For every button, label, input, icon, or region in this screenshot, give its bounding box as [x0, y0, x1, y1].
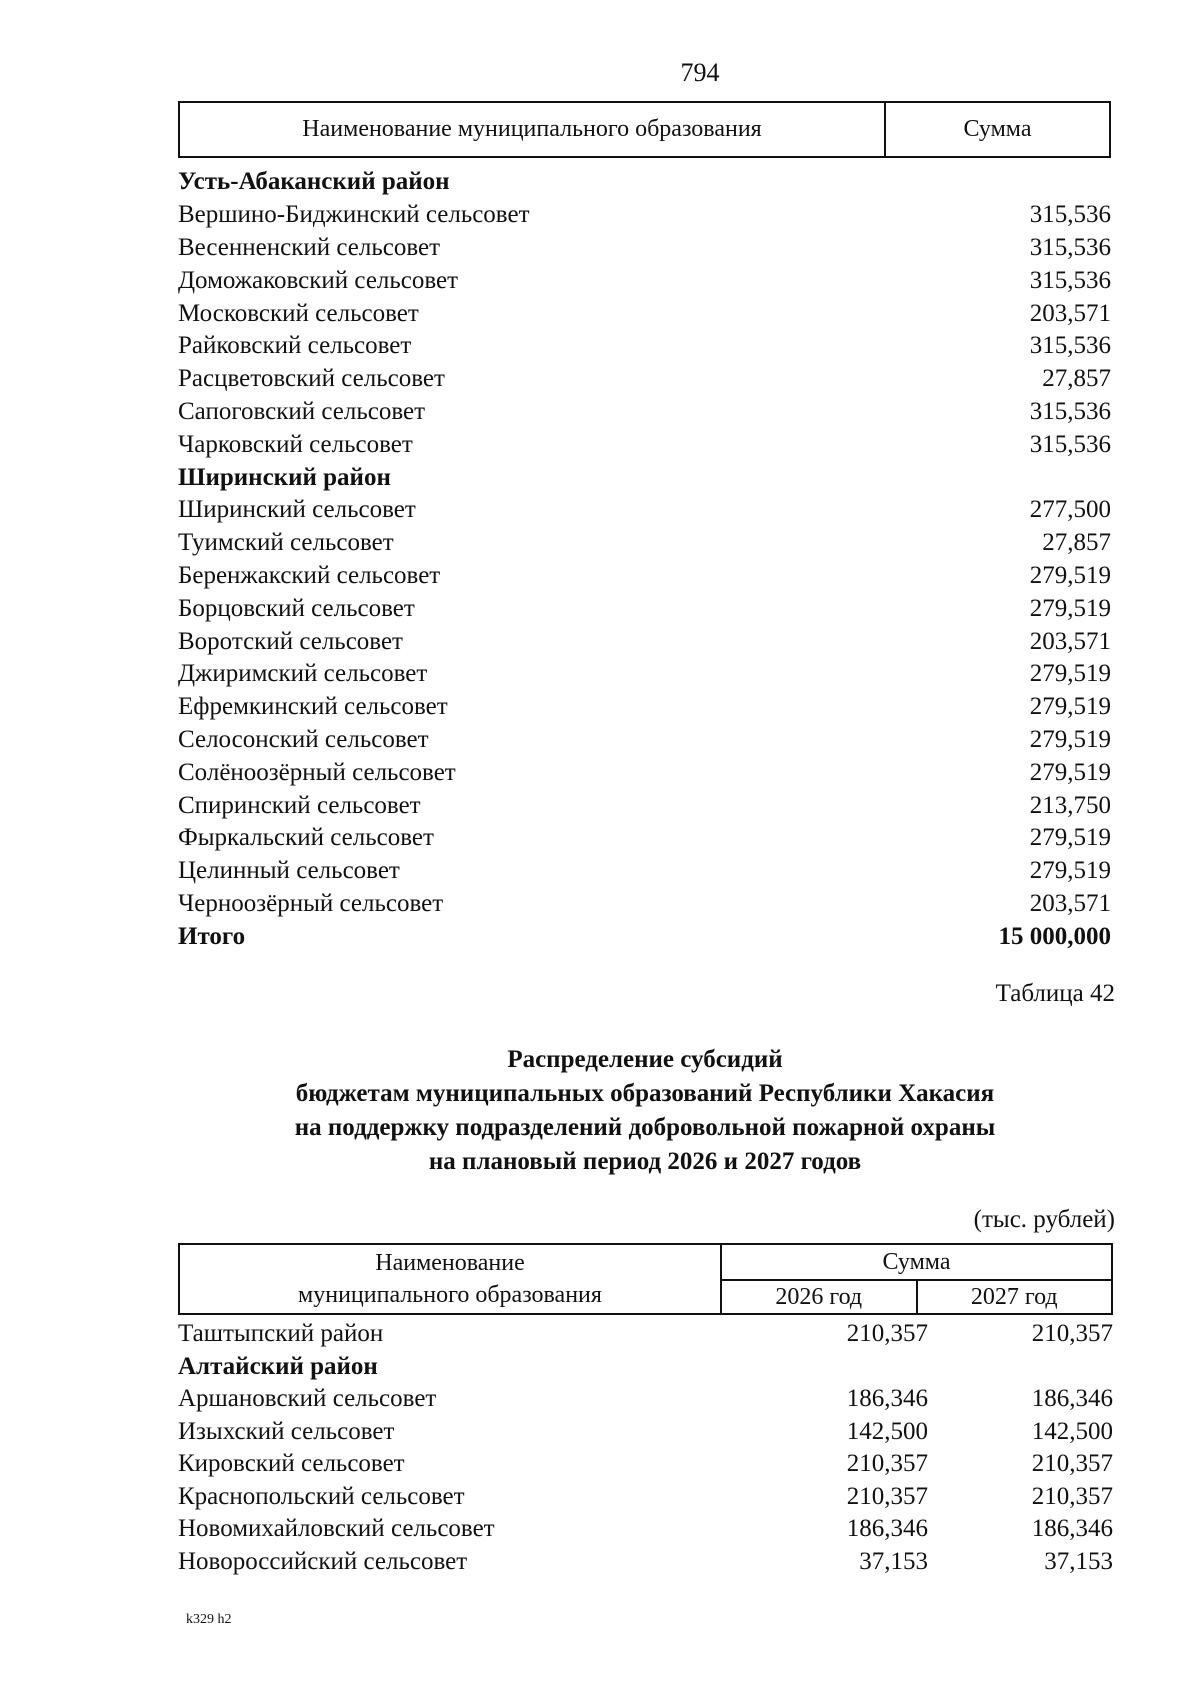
row-name: Черноозёрный сельсовет	[178, 889, 444, 917]
row-value-2027: 210,357	[1031, 1320, 1113, 1348]
row-name: Доможаковский сельсовет	[178, 266, 459, 294]
table-row	[178, 527, 1111, 560]
row-value-2026: 142,500	[846, 1417, 928, 1445]
units-label: (тыс. рублей)	[973, 1206, 1115, 1233]
row-name: Джиримский сельсовет	[178, 660, 428, 688]
title-line: бюджетам муниципальных образований Республики Хакасия	[295, 1080, 995, 1107]
row-value: 27,857	[1042, 365, 1111, 393]
row-value: 315,536	[1029, 266, 1111, 294]
table-row	[178, 724, 1111, 757]
row-name: Усть-Абаканский район	[178, 168, 450, 196]
row-value-2026: 210,357	[846, 1450, 928, 1478]
row-name: Расцветовский сельсовет	[178, 365, 445, 393]
row-value: 279,519	[1029, 758, 1111, 786]
table-row	[178, 1416, 1113, 1449]
row-name: Ширинский район	[178, 463, 391, 491]
table-row	[178, 1383, 1113, 1416]
title-line: на плановый период 2026 и 2027 годов	[428, 1148, 862, 1175]
row-value: 315,536	[1029, 430, 1111, 458]
row-value: 203,571	[1029, 299, 1111, 327]
title-line: на поддержку подразделений добровольной пожарной охраны	[294, 1114, 996, 1141]
table-row	[178, 1481, 1113, 1514]
row-name: Изыхский сельсовет	[178, 1417, 395, 1445]
page-number: 794	[680, 58, 720, 87]
row-value: 279,519	[1029, 594, 1111, 622]
table-row	[178, 1546, 1113, 1579]
table-row	[178, 855, 1111, 888]
table1-header-sum: Сумма	[963, 116, 1032, 142]
row-value-2026: 186,346	[846, 1515, 928, 1543]
row-name: Московский сельсовет	[178, 299, 419, 327]
row-value: 203,571	[1029, 627, 1111, 655]
row-name: Новомихайловский сельсовет	[178, 1515, 495, 1543]
row-value: 279,519	[1029, 693, 1111, 721]
table-row	[178, 1513, 1113, 1546]
table-row	[178, 658, 1111, 691]
header-year-2027: 2027 год	[970, 1283, 1058, 1310]
table2-title	[140, 1043, 1150, 1179]
table-row	[178, 297, 1111, 330]
table1-header-name: Наименование муниципального образования	[180, 103, 886, 156]
table2-body	[178, 1318, 1113, 1578]
row-name: Таштыпский район	[178, 1320, 384, 1348]
table-row	[178, 691, 1111, 724]
header-name-line1: Наименование	[375, 1250, 525, 1276]
table-row	[178, 789, 1111, 822]
table-row	[178, 888, 1111, 921]
table-row	[178, 756, 1111, 789]
row-name: Беренжакский сельсовет	[178, 561, 441, 589]
footer-code: k329 h2	[186, 1612, 232, 1627]
header-year-2026: 2026 год	[722, 1281, 918, 1313]
row-name: Райковский сельсовет	[178, 332, 412, 360]
row-value: 277,500	[1029, 496, 1111, 524]
row-name: Ширинский сельсовет	[178, 496, 416, 524]
row-value-2027: 37,153	[1044, 1547, 1113, 1575]
table-row	[178, 428, 1111, 461]
group-row	[178, 461, 1111, 494]
table-row	[178, 1318, 1113, 1351]
row-value: 213,750	[1029, 791, 1111, 819]
row-name: Спиринский сельсовет	[178, 791, 421, 819]
table-row	[178, 396, 1111, 429]
table-row	[178, 560, 1111, 593]
row-name: Весенненский сельсовет	[178, 233, 441, 261]
row-name: Аршановский сельсовет	[178, 1385, 437, 1413]
row-name: Туимский сельсовет	[178, 529, 394, 557]
row-name: Солёноозёрный сельсовет	[178, 758, 456, 786]
row-value-2027: 186,346	[1031, 1385, 1113, 1413]
row-value-2026: 210,357	[846, 1320, 928, 1348]
table-row	[178, 199, 1111, 232]
row-value-2026: 37,153	[859, 1547, 928, 1575]
table-row	[178, 494, 1111, 527]
row-value-2027: 142,500	[1031, 1417, 1113, 1445]
group-row	[178, 1351, 1113, 1384]
title-line: Распределение субсидий	[507, 1046, 783, 1073]
row-value-2027: 186,346	[1031, 1515, 1113, 1543]
row-name: Воротский сельсовет	[178, 627, 403, 655]
table-row	[178, 232, 1111, 265]
table2-header-name	[180, 1245, 722, 1313]
header-name-line2: муниципального образования	[298, 1282, 602, 1308]
row-name: Краснопольский сельсовет	[178, 1482, 465, 1510]
row-name: Сапоговский сельсовет	[178, 397, 426, 425]
row-name: Ефремкинский сельсовет	[178, 693, 448, 721]
header-sum-title: Сумма	[722, 1245, 1111, 1281]
table-label: Таблица 42	[995, 980, 1115, 1007]
row-name: Селосонский сельсовет	[178, 725, 429, 753]
total-row	[178, 920, 1111, 953]
row-value: 315,536	[1029, 233, 1111, 261]
row-value: 279,519	[1029, 824, 1111, 852]
row-value: 15 000,000	[998, 922, 1111, 950]
row-name: Итого	[178, 922, 246, 950]
row-name: Кировский сельсовет	[178, 1450, 405, 1478]
row-value: 27,857	[1042, 529, 1111, 557]
table-row	[178, 363, 1111, 396]
row-value: 279,519	[1029, 857, 1111, 885]
row-name: Чарковский сельсовет	[178, 430, 413, 458]
row-name: Вершино-Биджинский сельсовет	[178, 201, 530, 229]
table-row	[178, 625, 1111, 658]
table1-body	[178, 166, 1111, 953]
table-row	[178, 592, 1111, 625]
table1-header	[178, 101, 1111, 158]
row-name: Борцовский сельсовет	[178, 594, 415, 622]
row-value-2027: 210,357	[1031, 1450, 1113, 1478]
row-value: 279,519	[1029, 725, 1111, 753]
row-value: 279,519	[1029, 561, 1111, 589]
table-row	[178, 822, 1111, 855]
row-value: 279,519	[1029, 660, 1111, 688]
table2-header-sum	[722, 1245, 1111, 1313]
row-name: Фыркальский сельсовет	[178, 824, 434, 852]
row-value: 315,536	[1029, 332, 1111, 360]
row-name: Новороссийский сельсовет	[178, 1547, 468, 1575]
row-value-2027: 210,357	[1031, 1482, 1113, 1510]
table-row	[178, 1448, 1113, 1481]
row-name: Алтайский район	[178, 1352, 378, 1380]
table-row	[178, 264, 1111, 297]
row-value: 315,536	[1029, 397, 1111, 425]
table2-header	[178, 1243, 1113, 1315]
row-value-2026: 186,346	[846, 1385, 928, 1413]
row-value: 315,536	[1029, 201, 1111, 229]
row-value-2026: 210,357	[846, 1482, 928, 1510]
row-name: Целинный сельсовет	[178, 857, 400, 885]
header-years	[722, 1281, 1111, 1313]
table-row	[178, 330, 1111, 363]
group-row	[178, 166, 1111, 199]
row-value: 203,571	[1029, 889, 1111, 917]
